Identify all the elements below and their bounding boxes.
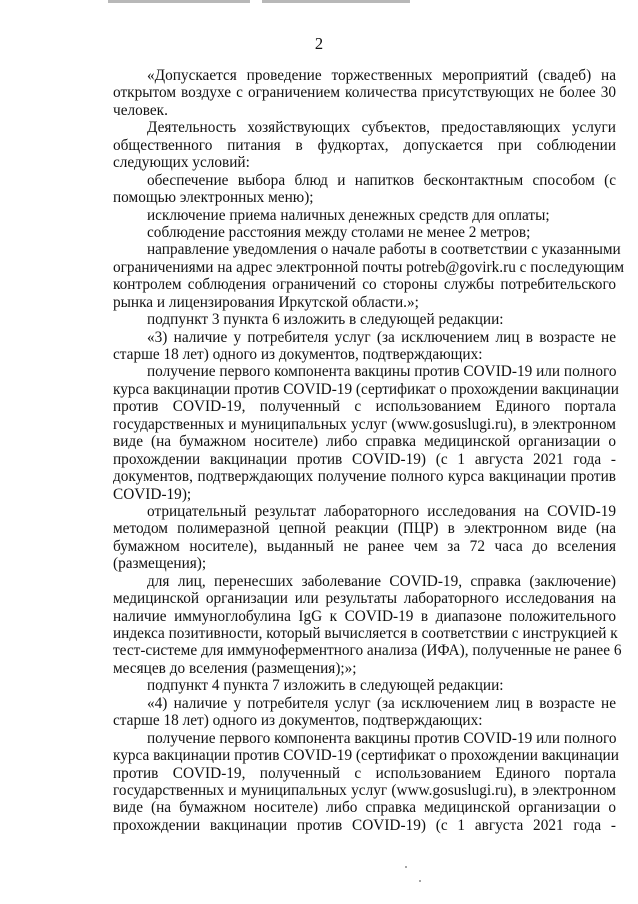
text-line: помощью электронных меню); xyxy=(113,189,314,207)
text-line: открытом воздухе с ограничением количества присутствующих не более 30 xyxy=(113,84,616,102)
text-line: исключение приема наличных денежных средств для оплаты; xyxy=(147,206,550,224)
scan-speck xyxy=(419,880,421,882)
text-line: методом полимеразной цепной реакции (ПЦР) в электронном виде (на xyxy=(113,520,616,538)
text-line: государственных и муниципальных услуг (www.gosuslugi.ru), в электронном xyxy=(113,781,616,799)
text-line: виде (на бумажном носителе) либо справка медицинской организации о xyxy=(113,799,616,817)
text-line: для лиц, перенесших заболевание COVID-19, справка (заключение) xyxy=(147,572,616,590)
text-line: следующих условий: xyxy=(113,154,250,172)
text-line: курса вакцинации против COVID-19 (сертификат о прохождении вакцинации xyxy=(113,380,619,398)
text-line: «3) наличие у потребителя услуг (за исключением лиц в возрасте не xyxy=(147,328,616,346)
text-line: рынка и лицензирования Иркутской области.»; xyxy=(113,293,419,311)
text-line: прохождении вакцинации против COVID-19) (с 1 августа 2021 года - xyxy=(113,450,616,468)
text-line: тест-системе для иммуноферментного анализа (ИФА), полученные не ранее 6 xyxy=(113,642,622,660)
text-line: старше 18 лет) одного из документов, подтверждающих: xyxy=(113,712,483,730)
text-line: старше 18 лет) одного из документов, подтверждающих: xyxy=(113,346,483,363)
text-line: (размещения); xyxy=(113,555,207,573)
text-line: «4) наличие у потребителя услуг (за исключением лиц в возрасте не xyxy=(147,694,616,712)
text-line: против COVID-19, полученный с использованием Единого портала xyxy=(113,398,616,416)
text-line: индекса позитивности, который вычисляется в соответствии с инструкцией к xyxy=(113,625,618,642)
text-line: медицинской организации или результаты лабораторного исследования на xyxy=(113,590,616,608)
text-line: подпункт 4 пункта 7 изложить в следующей редакции: xyxy=(147,677,504,695)
text-line: Деятельность хозяйствующих субъектов, предоставляющих услуги xyxy=(147,119,616,137)
text-line: направление уведомления о начале работы в соответствии с указанными xyxy=(147,241,621,259)
text-line: получение первого компонента вакцины против COVID-19 или полного xyxy=(147,363,617,381)
text-line: соблюдение расстояния между столами не менее 2 метров; xyxy=(147,223,531,241)
text-line: контролем соблюдения ограничений со стороны службы потребительского xyxy=(113,276,616,294)
document-body xyxy=(113,67,625,834)
text-line: государственных и муниципальных услуг (www.gosuslugi.ru), в электронном xyxy=(113,415,616,433)
scan-artifact-right xyxy=(262,0,410,3)
text-line: общественного питания в фудкортах, допускается при соблюдении xyxy=(113,136,616,154)
text-line: курса вакцинации против COVID-19 (сертификат о прохождении вакцинации xyxy=(113,747,619,765)
text-line: виде (на бумажном носителе) либо справка медицинской организации о xyxy=(113,433,616,451)
text-line: обеспечение выбора блюд и напитков бесконтактным способом (с xyxy=(147,171,616,189)
text-line: наличие иммуноглобулина IgG к COVID-19 в диапазоне положительного xyxy=(113,607,616,625)
text-line: документов, подтверждающих получение полного курса вакцинации против xyxy=(113,468,616,486)
text-line: бумажном носителе), выданный не ранее чем за 72 часа до вселения xyxy=(113,537,616,555)
page-number: 2 xyxy=(314,34,324,53)
text-line: COVID-19); xyxy=(113,485,192,503)
text-line: подпункт 3 пункта 6 изложить в следующей редакции: xyxy=(147,311,504,329)
text-line: «Допускается проведение торжественных мероприятий (свадеб) на xyxy=(147,67,616,84)
scan-speck xyxy=(405,866,407,868)
text-line: месяцев до вселения (размещения);»; xyxy=(113,659,357,677)
text-line: ограничениями на адрес электронной почты potreb@govirk.ru с последующим xyxy=(113,258,625,276)
text-line: человек. xyxy=(113,101,168,119)
text-line: получение первого компонента вакцины против COVID-19 или полного xyxy=(147,729,617,747)
text-line: прохождении вакцинации против COVID-19) (с 1 августа 2021 года - xyxy=(113,816,616,834)
text-line: отрицательный результат лабораторного исследования на COVID-19 xyxy=(147,502,616,520)
text-line: против COVID-19, полученный с использованием Единого портала xyxy=(113,764,616,782)
scan-artifact-left xyxy=(108,0,250,3)
